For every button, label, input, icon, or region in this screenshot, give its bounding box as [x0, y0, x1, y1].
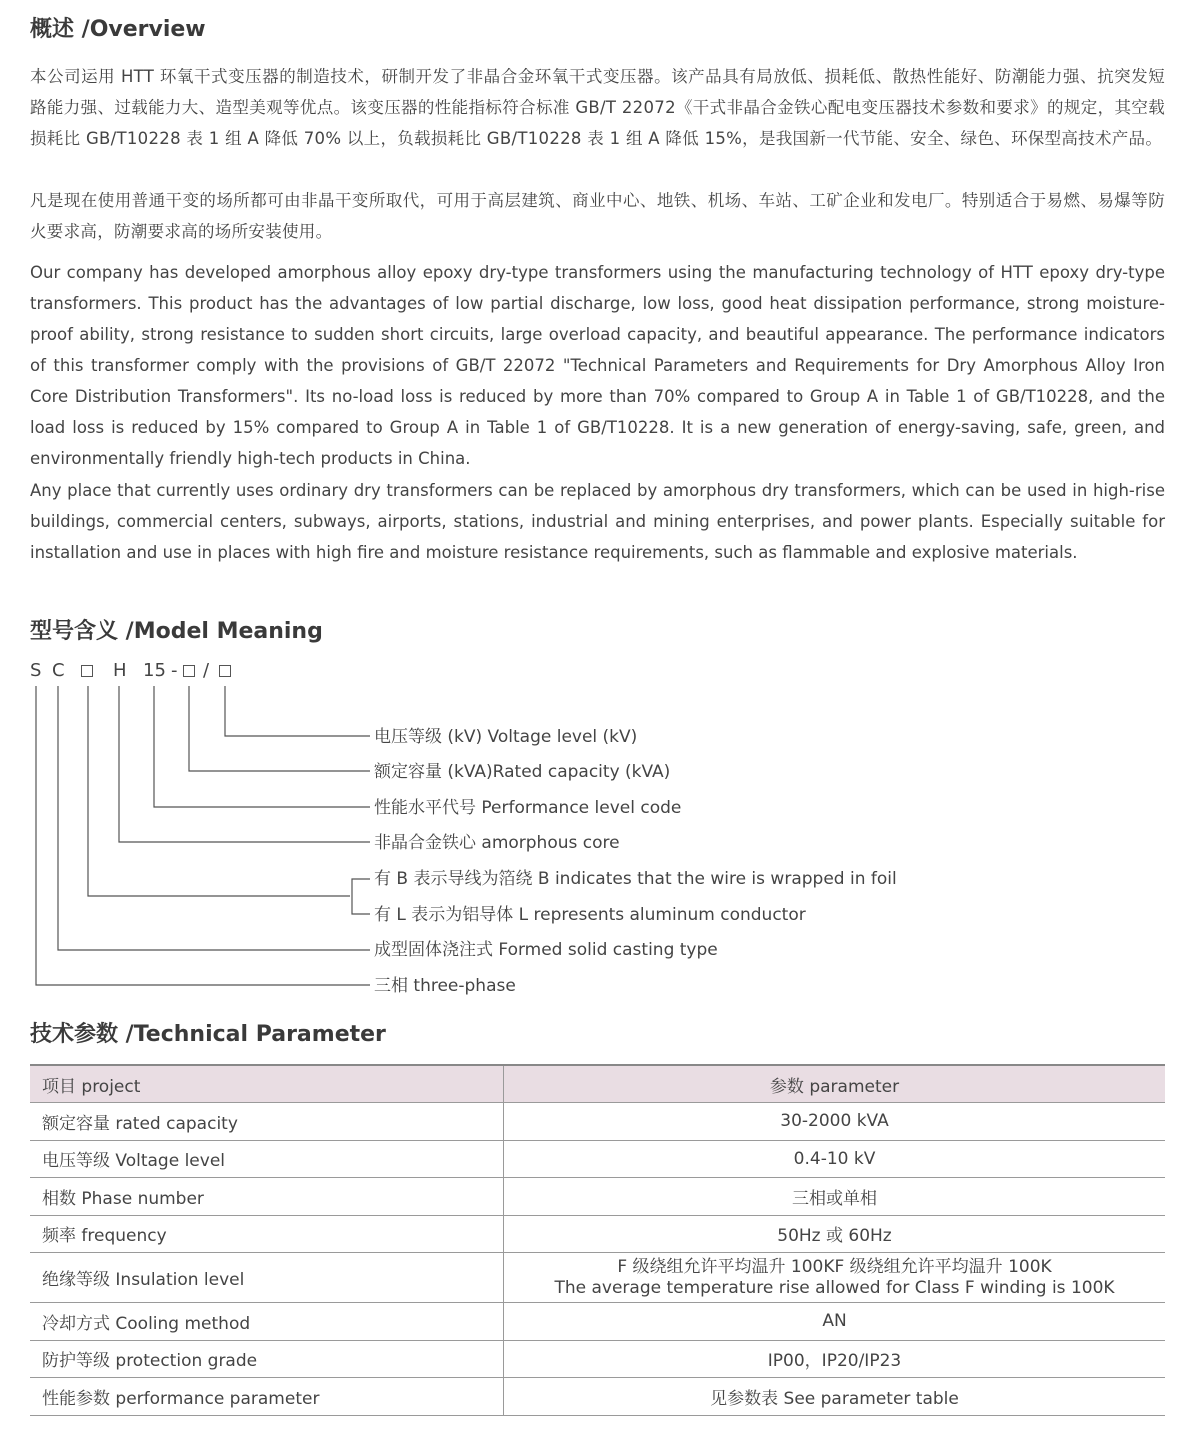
row-value: 30-2000 kVA — [504, 1103, 1166, 1141]
model-meaning-title: 型号含义 /Model Meaning — [30, 619, 323, 644]
overview-title: 概述 /Overview — [30, 17, 206, 42]
table-row — [30, 1340, 1165, 1378]
code-s: S — [30, 660, 42, 681]
technical-parameter-title: 技术参数 /Technical Parameter — [30, 1022, 386, 1047]
code-h: H — [113, 660, 127, 681]
table-row — [30, 1253, 1165, 1303]
row-project: 冷却方式 Cooling method — [30, 1303, 504, 1341]
label-performance-code: 性能水平代号 Performance level code — [374, 798, 682, 818]
table-row — [30, 1215, 1165, 1253]
header-project: 项目 project — [30, 1065, 504, 1103]
row-value: AN — [504, 1303, 1166, 1341]
row-value: 见参数表 See parameter table — [504, 1378, 1166, 1416]
table-row — [30, 1378, 1165, 1416]
label-rated-capacity: 额定容量 (kVA)Rated capacity (kVA) — [374, 762, 671, 782]
row-project: 电压等级 Voltage level — [30, 1140, 504, 1178]
row-project: 额定容量 rated capacity — [30, 1103, 504, 1141]
row-value — [504, 1253, 1166, 1303]
row-value-line-2: The average temperature rise allowed for Class F winding is 100K — [554, 1277, 1115, 1298]
table-header-row — [30, 1065, 1165, 1103]
row-project: 绝缘等级 Insulation level — [30, 1253, 504, 1303]
overview-en-paragraph-2: Any place that currently uses ordinary dry transformers can be replaced by amorphous dry transformers, which can be used in high-rise buildings, commercial centers, subways, airports, stations, industrial and mining enterprises, and power plants. Especially suitable for installation and use in places with high fire and moisture resistance requirements, such as flammable and explosive materials. — [30, 481, 1165, 562]
label-casting-type: 成型固体浇注式 Formed solid casting type — [374, 940, 718, 960]
table-row — [30, 1140, 1165, 1178]
row-value-line-1: F 级绕组允许平均温升 100KF 级绕组允许平均温升 100K — [617, 1256, 1052, 1277]
overview-en-paragraph-1: Our company has developed amorphous alloy epoxy dry-type transformers using the manufacturing technology of HTT epoxy dry-type transformers. This product has the advantages of low partial discharge, low loss, good heat dissipation performance, strong moisture-proof ability, strong resistance to sudden short circuits, large overload capacity, and beautiful appearance. The performance indicators of this transformer comply with the provisions of GB/T 22072 "Technical Parameters and Requirements for Dry Amorphous Alloy Iron Core Distribution Transformers". Its no-load loss is reduced by more than 70% compared to Group A in Table 1 of GB/T10228, and the load loss is reduced by 15% compared to Group A in Table 1 of GB/T10228. It is a new generation of energy-saving, safe, green, and environmentally friendly high-tech products in China. — [30, 263, 1165, 468]
label-foil-wound: 有 B 表示导线为箔绕 B indicates that the wire is wrapped in foil — [374, 869, 897, 889]
row-value: 50Hz 或 60Hz — [504, 1215, 1166, 1253]
row-project: 性能参数 performance parameter — [30, 1378, 504, 1416]
code-15: 15 — [143, 660, 166, 681]
label-three-phase: 三相 three-phase — [374, 976, 516, 996]
row-project: 防护等级 protection grade — [30, 1340, 504, 1378]
table-row — [30, 1103, 1165, 1141]
row-project: 相数 Phase number — [30, 1178, 504, 1216]
label-voltage-level: 电压等级 (kV) Voltage level (kV) — [374, 727, 638, 747]
code-slash: / — [203, 660, 210, 681]
row-value: 0.4-10 kV — [504, 1140, 1166, 1178]
row-value: 三相或单相 — [504, 1178, 1166, 1216]
code-dash: - — [171, 660, 178, 681]
label-amorphous-core: 非晶合金铁心 amorphous core — [374, 833, 620, 853]
label-aluminum-conductor: 有 L 表示为铝导体 L represents aluminum conductor — [374, 905, 806, 925]
overview-cn-paragraph-2: 凡是现在使用普通干变的场所都可由非晶干变所取代，可用于高层建筑、商业中心、地铁、机场、车站、工矿企业和发电厂。特别适合于易燃、易爆等防火要求高，防潮要求高的场所安装使用。 — [30, 191, 1165, 241]
table-row — [30, 1303, 1165, 1341]
row-value: IP00，IP20/IP23 — [504, 1340, 1166, 1378]
code-c: C — [52, 660, 65, 681]
row-project: 频率 frequency — [30, 1215, 504, 1253]
header-parameter: 参数 parameter — [504, 1065, 1166, 1103]
table-row — [30, 1178, 1165, 1216]
overview-cn-paragraph-1: 本公司运用 HTT 环氧干式变压器的制造技术，研制开发了非晶合金环氧干式变压器。该产品具有局放低、损耗低、散热性能好、防潮能力强、抗突发短路能力强、过载能力大、造型美观等优点。该变压器的性能指标符合标准 GB/T 22072《干式非晶合金铁心配电变压器技术参数和要求》的规定，其空载损耗比 GB/T10228 表 1 组 A 降低 70% 以上，负载损耗比 GB/T10228 表 1 组 A 降低 15%，是我国新一代节能、安全、绿色、环保型高技术产品。 — [30, 67, 1165, 148]
technical-parameter-table — [30, 1064, 1165, 1416]
